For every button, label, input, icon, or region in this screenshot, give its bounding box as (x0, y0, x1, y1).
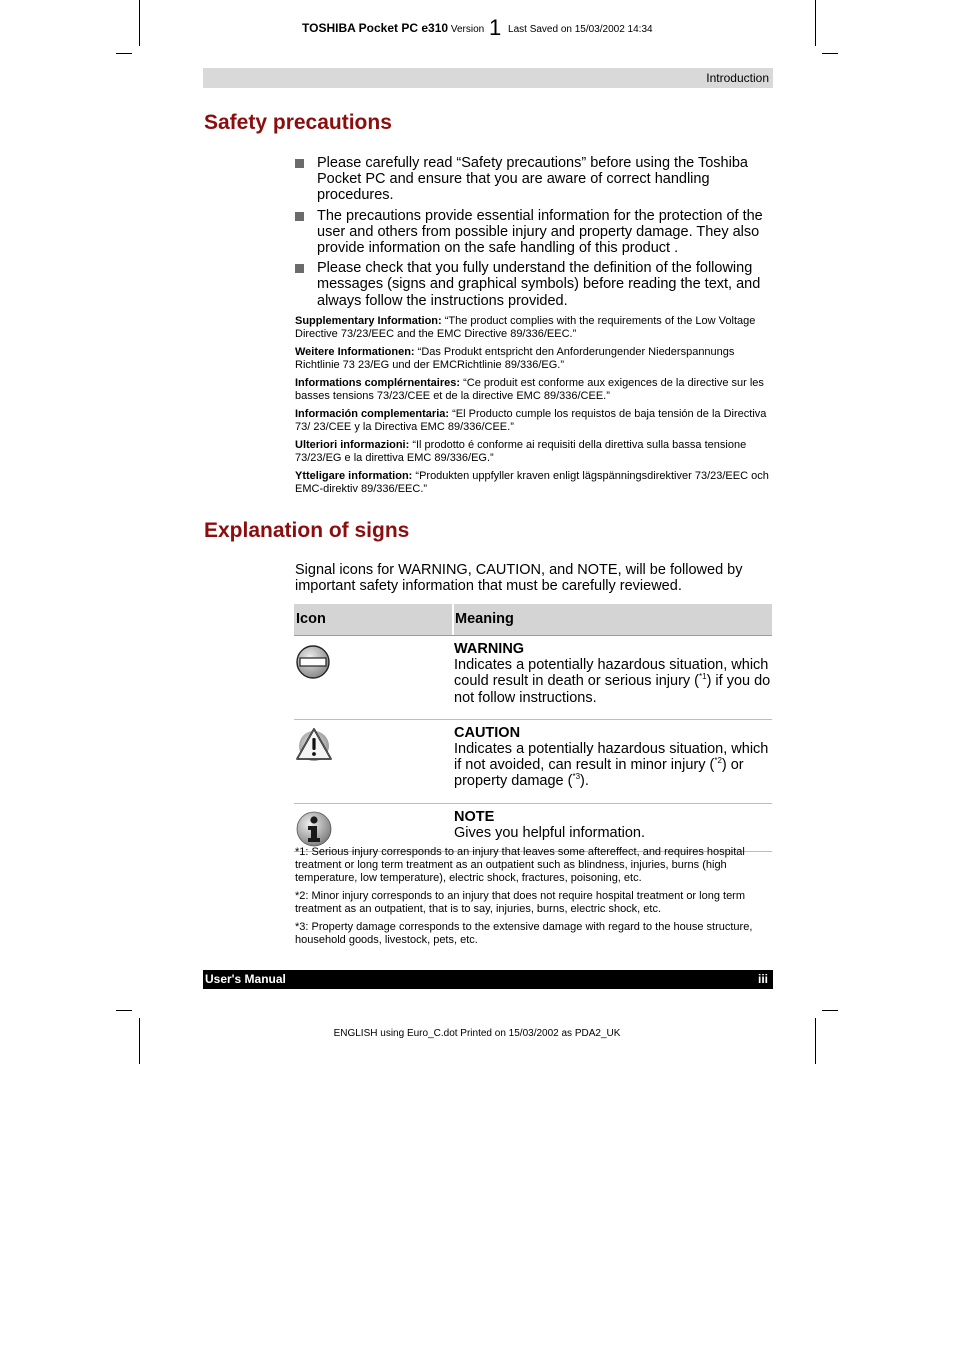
column-header-meaning: Meaning (455, 611, 514, 627)
list-item: Please check that you fully understand the definition of the following messages (signs and graphical symbols) before reading the text, and always follow the instructions provided. (295, 260, 773, 309)
no-entry-icon (295, 644, 331, 680)
footnote: *3: Property damage corresponds to the extensive damage with regard to the house structure, household goods, livestock, pets, etc. (295, 921, 753, 946)
crop-mark (822, 1010, 838, 1011)
header-version-label: Version (450, 24, 485, 35)
table-row-caution (294, 720, 772, 804)
list-item: The precautions provide essential information for the protection of the user and others from possible injury and property damage. They also provide information on the safe handling of this product . (295, 208, 773, 257)
warning-title: WARNING (454, 641, 525, 657)
header-brand: TOSHIBA Pocket PC e310 (302, 21, 449, 35)
table-row-note (294, 804, 772, 852)
document-header (302, 12, 653, 38)
page-number: iii (757, 972, 768, 986)
table-header (294, 604, 772, 636)
header-version-number: 1 (488, 15, 502, 40)
footnote: *1: Serious injury corresponds to an injury that leaves some aftereffect, and requires hospital treatment or long term treatment as an outpatient such as blindness, injuries, burns (high temperature, low temperature), electric shock, fractures, poisoning, etc. (295, 846, 745, 884)
column-separator (452, 604, 454, 635)
note-text: Gives you helpful information. (454, 824, 646, 841)
heading-safety-precautions: Safety precautions (204, 111, 392, 134)
crop-mark (815, 0, 816, 46)
supplementary-paragraph: Informations complérnentaires: “Ce produit est conforme aux exigences de la directive sur les basses tensions 73/23/CEE et de la directive EMC 89/336/CEE.” (295, 377, 764, 402)
footnotes (295, 846, 773, 952)
warning-triangle-icon (295, 726, 333, 762)
bullet-square-icon (295, 212, 304, 221)
crop-mark (116, 1010, 132, 1011)
crop-mark (139, 0, 140, 46)
crop-mark (822, 53, 838, 54)
supplementary-paragraph: Weitere Informationen: “Das Produkt entspricht den Anforderungender Niederspannungs Richtlinie 73 23/EG und der EMCRichtlinie 89/336/EG.” (295, 346, 735, 371)
crop-mark (116, 53, 132, 54)
heading-explanation-of-signs: Explanation of signs (204, 519, 410, 542)
bullet-square-icon (295, 264, 304, 273)
supplementary-information (295, 315, 773, 501)
print-info: ENGLISH using Euro_C.dot Printed on 15/03/2002 as PDA2_UK (333, 1028, 621, 1039)
bullet-square-icon (295, 159, 304, 168)
list-item: Please carefully read “Safety precautions” before using the Toshiba Pocket PC and ensure that you are aware of correct handling procedures. (295, 155, 773, 204)
footnote: *2: Minor injury corresponds to an injury that does not require hospital treatment or long term treatment as an outpatient, that is to say, injuries, burns, electric shock, etc. (295, 890, 746, 915)
footer-manual-name: User's Manual (205, 972, 286, 986)
caution-text: Indicates a potentially hazardous situation, which if not avoided, can result in minor injury ($^{*2}$) or property damage ($^{*3}$). (454, 741, 769, 790)
supplementary-paragraph: Ulteriori informazioni: “Il prodotto é conforme ai requisiti della direttiva sulla bassa tensione 73/23/EG e la direttiva EMC 89/336/EG.” (295, 439, 747, 464)
table-row-warning (294, 636, 772, 720)
supplementary-paragraph: Ytteligare information: “Produkten uppfyller kraven enligt lägspänningsdirektiver 73/23/EEC och EMC-direktiv 89/336/EEC.” (295, 470, 769, 495)
info-icon (295, 810, 333, 848)
caution-title: CAUTION (454, 724, 521, 741)
supplementary-paragraph: Supplementary Information: “The product complies with the requirements of the Low Voltage Directive 73/23/EEC and the EMC Directive 89/336/EEC.” (295, 315, 756, 340)
caution-description (454, 720, 772, 803)
header-last-saved: Last Saved on 15/03/2002 14:34 (508, 24, 653, 35)
safety-bullet-list (295, 155, 773, 313)
warning-text: Indicates a potentially hazardous situation, which could result in death or serious injury ($^{*1}$) if you do not follow instructions. (454, 657, 771, 706)
footer-bar (203, 970, 773, 989)
column-header-icon: Icon (296, 611, 326, 627)
section-name: Introduction (706, 71, 769, 85)
signs-intro: Signal icons for WARNING, CAUTION, and NOTE, will be followed by important safety information that must be carefully reviewed. (295, 562, 743, 595)
note-title: NOTE (454, 808, 495, 825)
section-bar (203, 68, 773, 88)
note-description (454, 804, 772, 851)
signs-table (294, 604, 772, 852)
warning-description (454, 636, 772, 719)
supplementary-paragraph: Información complementaria: “El Producto cumple los requistos de baja tensión de la Directiva 73/ 23/CEE y la Directiva EMC 89/336/CEE.” (295, 408, 767, 433)
crop-mark (139, 1018, 140, 1064)
crop-mark (815, 1018, 816, 1064)
